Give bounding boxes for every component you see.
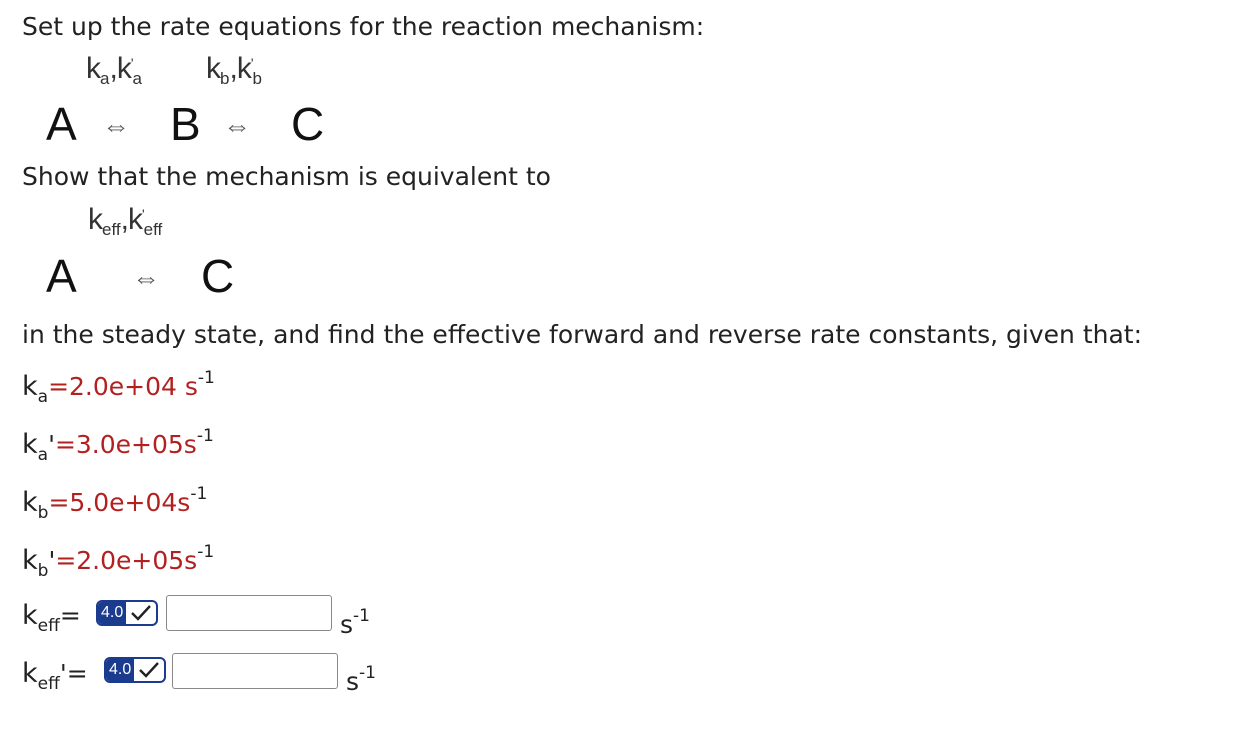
k-symbol: k bbox=[236, 52, 251, 85]
equals-sign: = bbox=[59, 601, 81, 630]
mech2-rate-constants bbox=[88, 203, 162, 240]
param-kb-prime bbox=[22, 542, 214, 581]
mech1-rate-constants-b bbox=[206, 52, 262, 89]
k-symbol: k bbox=[86, 52, 100, 85]
sub-a: a bbox=[100, 69, 110, 88]
keff-label bbox=[22, 600, 81, 636]
k-symbol: k bbox=[22, 658, 38, 689]
param-ka-prime bbox=[22, 426, 214, 465]
unit-text: s bbox=[346, 667, 360, 696]
species-c: C bbox=[291, 98, 325, 150]
param-sub: b bbox=[37, 561, 49, 581]
keff-version-badge[interactable] bbox=[96, 600, 158, 626]
species-b: B bbox=[170, 98, 201, 150]
keff-prime-label bbox=[22, 658, 88, 694]
param-exponent: -1 bbox=[190, 484, 208, 504]
sub-a: a bbox=[132, 69, 142, 88]
sub-b: b bbox=[252, 69, 262, 88]
checkmark-icon bbox=[126, 602, 156, 624]
param-value: =5.0e+04s bbox=[48, 488, 191, 517]
sub-eff: eff bbox=[37, 674, 60, 694]
keff-prime-answer-input[interactable] bbox=[172, 653, 338, 689]
param-value: =2.0e+05s bbox=[55, 546, 198, 575]
steady-state-text: in the steady state, and find the effective forward and reverse rate constants, given that: bbox=[22, 320, 1143, 349]
mech1-rate-constants-a bbox=[86, 52, 142, 89]
prime-mark: ' bbox=[250, 55, 253, 71]
sub-eff: eff bbox=[37, 616, 60, 636]
species-c: C bbox=[201, 250, 235, 302]
param-value: =3.0e+05s bbox=[54, 430, 197, 459]
keff-answer-input[interactable] bbox=[166, 595, 332, 631]
k-symbol: k bbox=[22, 545, 38, 576]
keff-unit bbox=[340, 606, 370, 639]
keff-prime-version-badge[interactable] bbox=[104, 657, 166, 683]
species-a: A bbox=[46, 98, 77, 150]
k-symbol: k bbox=[206, 52, 220, 85]
param-sub: a bbox=[37, 445, 49, 465]
sub-eff: eff bbox=[102, 220, 121, 239]
equals-sign: = bbox=[66, 659, 88, 688]
param-ka bbox=[22, 368, 215, 407]
param-exponent: -1 bbox=[197, 368, 215, 388]
prime-mark: ' bbox=[59, 659, 67, 688]
unit-text: s bbox=[340, 610, 354, 639]
param-sub: b bbox=[37, 503, 49, 523]
prime-mark: ' bbox=[130, 55, 133, 71]
prime-mark: ' bbox=[48, 546, 56, 575]
keff-prime-unit bbox=[346, 663, 376, 696]
param-exponent: -1 bbox=[196, 426, 214, 446]
param-value: =2.0e+04 s bbox=[48, 372, 198, 401]
separator: , bbox=[120, 203, 128, 236]
k-symbol: k bbox=[22, 487, 38, 518]
checkmark-icon bbox=[134, 659, 164, 681]
badge-number: 4.0 bbox=[106, 659, 134, 681]
k-symbol: k bbox=[22, 371, 38, 402]
k-symbol: k bbox=[88, 203, 102, 236]
separator: , bbox=[229, 52, 237, 85]
unit-exponent: -1 bbox=[353, 606, 370, 626]
species-a: A bbox=[46, 250, 77, 302]
separator: , bbox=[109, 52, 117, 85]
equivalence-text: Show that the mechanism is equivalent to bbox=[22, 162, 551, 191]
badge-number: 4.0 bbox=[98, 602, 126, 624]
equilibrium-arrow-icon: ⇔ bbox=[223, 110, 251, 141]
prime-mark: ' bbox=[141, 206, 144, 222]
param-kb bbox=[22, 484, 207, 523]
k-symbol: k bbox=[116, 52, 131, 85]
intro-text: Set up the rate equations for the reaction mechanism: bbox=[22, 12, 705, 41]
unit-exponent: -1 bbox=[359, 663, 376, 683]
param-exponent: -1 bbox=[197, 542, 215, 562]
sub-eff: eff bbox=[143, 220, 163, 239]
equilibrium-arrow-icon: ⇔ bbox=[132, 262, 160, 293]
k-symbol: k bbox=[22, 600, 38, 631]
k-symbol: k bbox=[127, 203, 142, 236]
prime-mark: ' bbox=[48, 430, 55, 459]
sub-b: b bbox=[220, 69, 230, 88]
equilibrium-arrow-icon: ⇔ bbox=[102, 110, 130, 141]
k-symbol: k bbox=[22, 429, 38, 460]
param-sub: a bbox=[37, 387, 49, 407]
